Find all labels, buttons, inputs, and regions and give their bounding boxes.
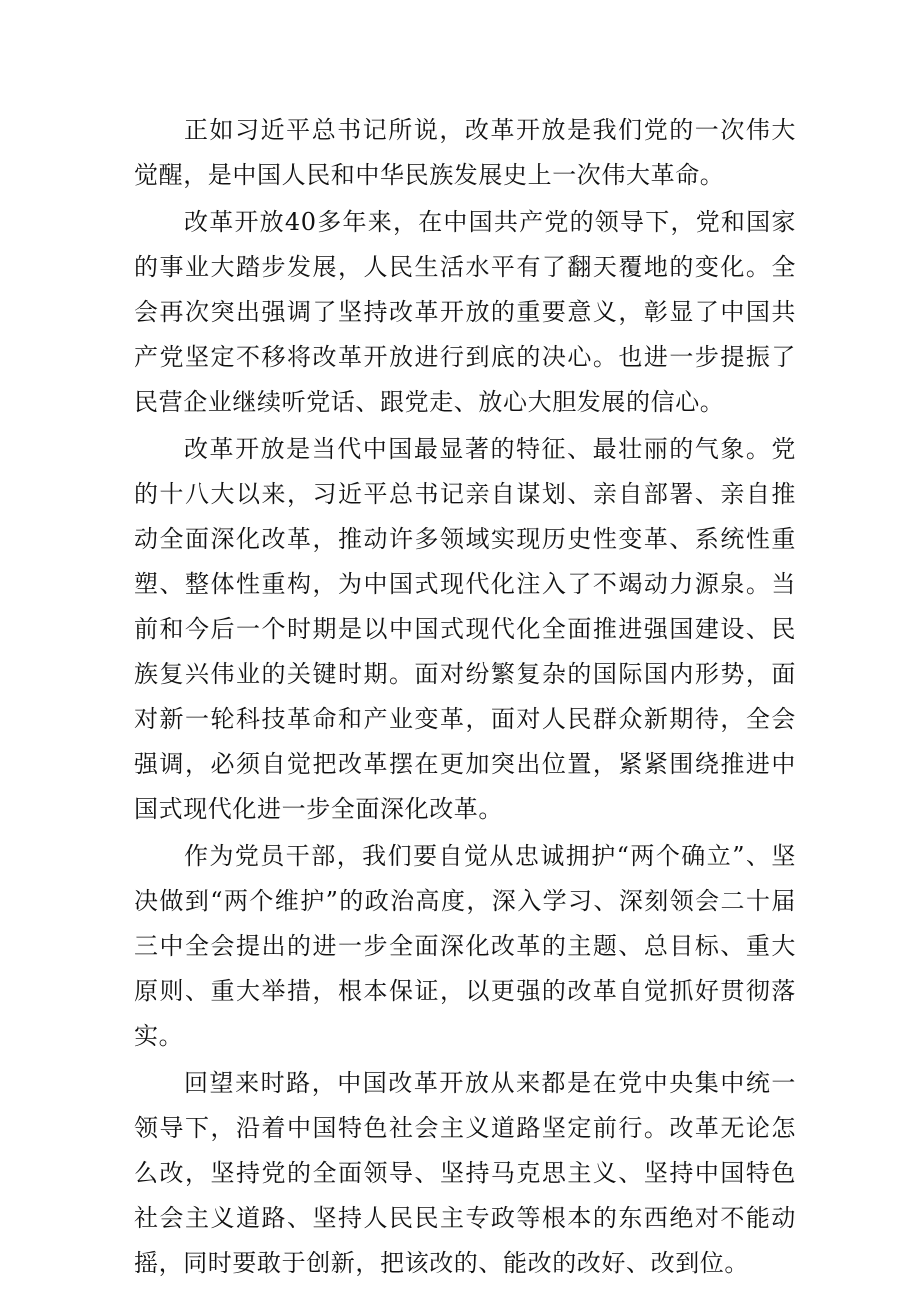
paragraph-1: 正如习近平总书记所说，改革开放是我们党的一次伟大觉醒，是中国人民和中华民族发展史上一次伟大革命。	[134, 116, 796, 189]
paragraph-2: 改革开放40多年来，在中国共产党的领导下，党和国家的事业大踏步发展，人民生活水平有了翻天覆地的变化。全会再次突出强调了坚持改革开放的重要意义，彰显了中国共产党坚定不移将改革开放进行到底的决心。也进一步提振了民营企业继续听党话、跟党走、放心大胆发展的信心。	[134, 208, 796, 416]
document-body	[134, 108, 796, 1288]
paragraph-4: 作为党员干部，我们要自觉从忠诚拥护“两个确立”、坚决做到“两个维护”的政治高度，深入学习、深刻领会二十届三中全会提出的进一步全面深化改革的主题、总目标、重大原则、重大举措，根本保证，以更强的改革自觉抓好贯彻落实。	[134, 842, 796, 1050]
paragraph-3: 改革开放是当代中国最显著的特征、最壮丽的气象。党的十八大以来，习近平总书记亲自谋划、亲自部署、亲自推动全面深化改革，推动许多领域实现历史性变革、系统性重塑、整体性重构，为中国式现代化注入了不竭动力源泉。当前和今后一个时期是以中国式现代化全面推进强国建设、民族复兴伟业的关键时期。面对纷繁复杂的国际国内形势，面对新一轮科技革命和产业变革，面对人民群众新期待，全会强调，必须自觉把改革摆在更加突出位置，紧紧围绕推进中国式现代化进一步全面深化改革。	[134, 435, 796, 823]
paragraph-5: 回望来时路，中国改革开放从来都是在党中央集中统一领导下，沿着中国特色社会主义道路坚定前行。改革无论怎么改，坚持党的全面领导、坚持马克思主义、坚持中国特色社会主义道路、坚持人民民主专政等根本的东西绝对不能动摇，同时要敢于创新，把该改的、能改的改好、改到位。	[134, 1069, 796, 1277]
